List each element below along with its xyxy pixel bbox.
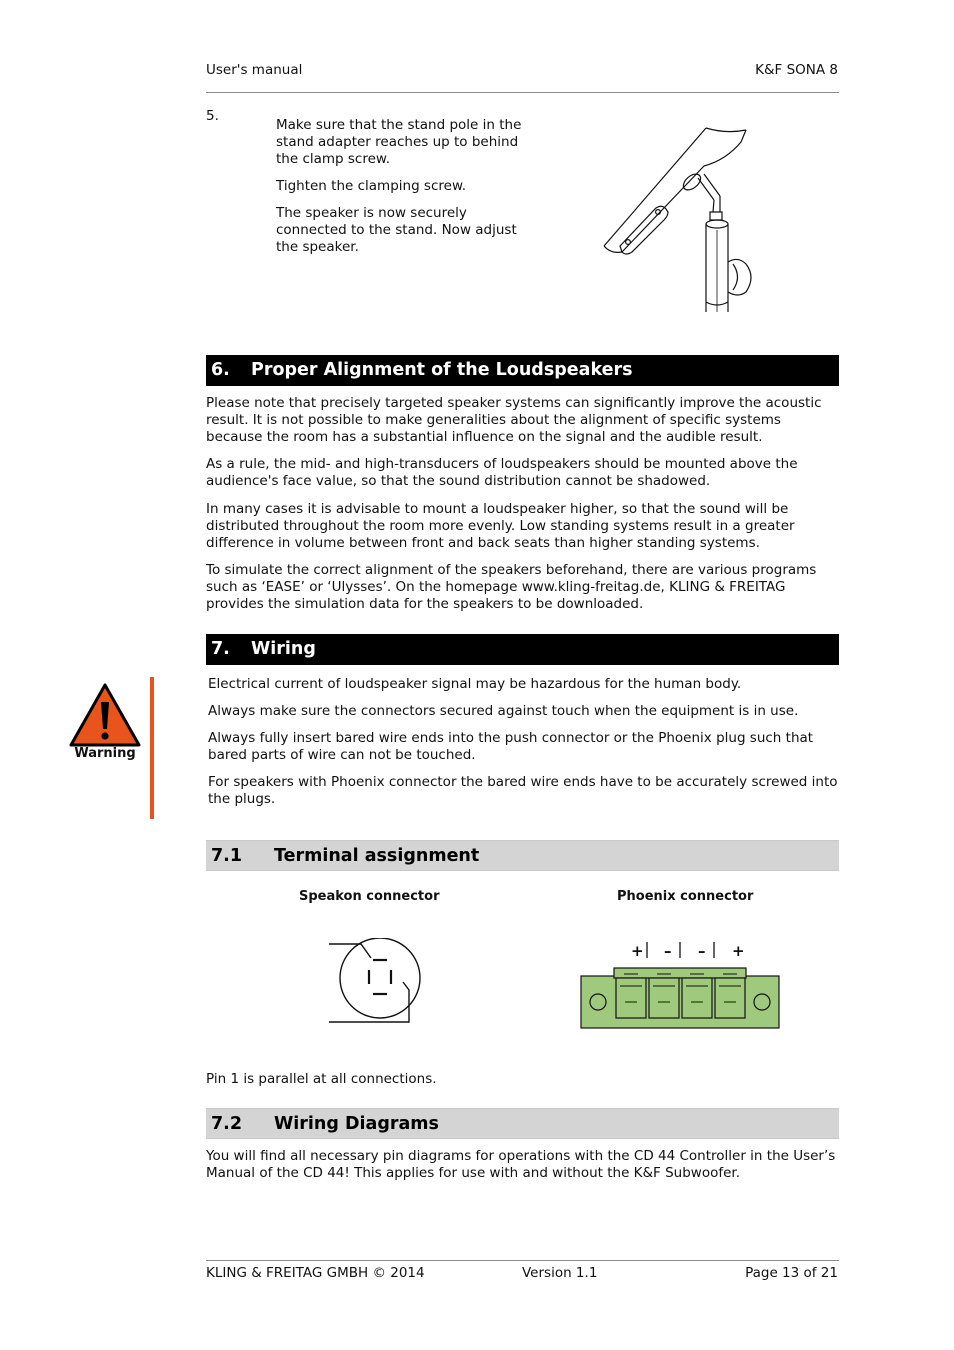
section-7-paragraph-3: Always fully insert bared wire ends into the push connector or the Phoenix plug such that bared parts of wire can not be touched. (208, 730, 814, 763)
stand-adapter-illustration (596, 122, 766, 317)
section-7-title: Wiring (251, 639, 316, 659)
speakon-connector-diagram (325, 938, 425, 1026)
warning-bar (150, 677, 154, 819)
section-7-1-title: Terminal assignment (274, 846, 480, 866)
phoenix-polarity-4: + (732, 942, 745, 960)
section-6-paragraph-2: As a rule, the mid- and high-transducers of loudspeakers should be mounted above the audience's face value, so that the sound distribution cannot be shadowed. (206, 456, 798, 489)
step-paragraph-1: Make sure that the stand pole in the stand adapter reaches up to behind the clamp screw. (276, 117, 522, 167)
footer-page: Page 13 of 21 (745, 1265, 838, 1281)
section-6-number: 6. (211, 360, 230, 380)
footer-rule (206, 1260, 839, 1261)
section-7-2-number: 7.2 (211, 1114, 243, 1134)
section-6-paragraph-3: In many cases it is advisable to mount a loudspeaker higher, so that the sound will be distributed throughout the room more evenly. Low standing systems result in a greater difference in volume between front and back seats than higher standing systems. (206, 501, 795, 551)
phoenix-polarity-3: – (698, 942, 706, 960)
header-rule (206, 92, 839, 93)
section-7-number: 7. (211, 639, 230, 659)
step-number: 5. (206, 108, 219, 124)
footer-version: Version 1.1 (522, 1265, 598, 1281)
step-paragraph-2: Tighten the clamping screw. (276, 178, 467, 194)
section-6-paragraph-1: Please note that precisely targeted speaker systems can significantly improve the acoustic result. It is not possible to make generalities about the alignment of specific systems because the room has a substantial influence on the signal and the audible result. (206, 395, 822, 445)
section-6-paragraph-4: To simulate the correct alignment of the speakers beforehand, there are various programs such as ‘EASE’ or ‘Ulysses’. On the homepage www.kling-freitag.de, KLING & FREITAG provides the simulation data for the speakers to be downloaded. (206, 562, 817, 612)
header-left: User's manual (206, 62, 303, 78)
header-right: K&F SONA 8 (755, 62, 838, 78)
warning-triangle-icon (68, 682, 142, 748)
warning-label: Warning (74, 746, 136, 761)
phoenix-polarity-1: + (631, 942, 644, 960)
step-text (276, 117, 524, 256)
footer-company: KLING & FREITAG GMBH © 2014 (206, 1265, 425, 1281)
section-7-1-number: 7.1 (211, 846, 243, 866)
section-6-title: Proper Alignment of the Loudspeakers (251, 360, 633, 380)
pin-note: Pin 1 is parallel at all connections. (206, 1071, 437, 1087)
section-7-paragraph-1: Electrical current of loudspeaker signal may be hazardous for the human body. (208, 676, 742, 692)
section-6-heading (206, 355, 839, 386)
section-7-2-title: Wiring Diagrams (274, 1114, 439, 1134)
phoenix-caption: Phoenix connector (617, 889, 754, 904)
section-7-2-paragraph: You will find all necessary pin diagrams for operations with the CD 44 Controller in the User’s Manual of the CD 44! This applies for use with and without the K&F Subwoofer. (206, 1148, 836, 1181)
step-paragraph-3: The speaker is now securely connected to the stand. Now adjust the speaker. (276, 205, 517, 255)
section-7-heading (206, 634, 839, 665)
section-7-1-heading (206, 840, 839, 871)
phoenix-connector-diagram (578, 938, 784, 1034)
section-7-2-heading (206, 1108, 839, 1139)
speakon-caption: Speakon connector (299, 889, 440, 904)
section-7-paragraph-4: For speakers with Phoenix connector the bared wire ends have to be accurately screwed into the plugs. (208, 774, 838, 807)
section-7-paragraph-2: Always make sure the connectors secured against touch when the equipment is in use. (208, 703, 799, 719)
phoenix-polarity-2: – (664, 942, 672, 960)
